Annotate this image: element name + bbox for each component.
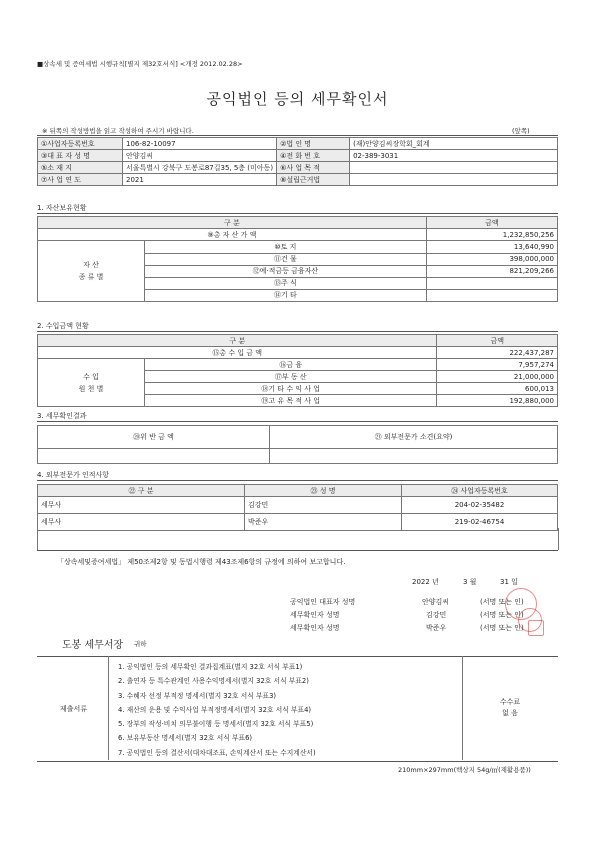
expert-name: 김강민 [245,497,402,514]
expert-header-kind: ㉒ 구 분 [38,485,245,497]
expert-reg-number: 204-02-35482 [402,497,558,514]
signature-field[interactable]: (서명 또는 인) [480,624,524,632]
income-row-value: 7,957,274 [437,359,558,371]
expert-name: 박준우 [245,514,402,531]
divider [37,480,558,481]
phone-value: 02-389-3031 [350,150,558,162]
corp-name-value: (재)안양김씨장학회_회계 [350,138,558,150]
section-assets-title: 1. 자산보유현황 [37,204,87,212]
divider [37,331,558,332]
income-table [37,334,558,407]
asset-row-label: ⑪건 물 [145,253,427,265]
instructions: ※ 뒤쪽의 작성방법을 읽고 작성하여 주시기 바랍니다. [42,127,194,135]
date-day: 31 일 [500,578,518,586]
expert-opinion-value [270,449,558,464]
signer-role: 세무확인자 성명 [290,624,340,632]
attachment-item: 3. 수혜자 선정 부적정 명세서(별지 32호 서식 부표3) [118,691,277,700]
signer-name: 김강민 [426,611,447,619]
fiscal-year-label: ⑦사 업 연 도 [38,174,123,186]
date-month: 3 월 [463,578,477,586]
assets-header-kind: 구 분 [38,217,427,229]
date-year: 2022 년 [412,578,439,586]
rep-name-value: 안양김씨 [123,150,277,162]
income-row-label: ⑱기 타 수 익 사 업 [145,383,437,395]
signer-role: 세무확인자 성명 [290,611,340,619]
income-total-value: 222,437,287 [437,347,558,359]
business-reg-value: 106-82-10097 [123,138,277,150]
income-header-kind: 구 분 [38,335,437,347]
asset-row-value: 821,209,266 [426,265,557,277]
attachment-item: 2. 출연자 등 특수관계인 사용수익명세서(별지 32호 서식 부표2) [118,677,309,686]
fiscal-year-value: 2021 [123,174,277,186]
corp-name-label: ②법 인 명 [277,138,350,150]
attachment-item: 7. 공익법인 등의 결산서(대차대조표, 손익계산서 또는 수지계산서) [118,748,316,757]
info-table [37,137,558,186]
expert-opinion-label: ㉑ 외부전문가 소견(요약) [270,426,558,449]
business-reg-label: ①사업자등록번호 [38,138,123,150]
section-income-title: 2. 수입금액 현황 [37,322,89,330]
address-value: 서울특별시 강북구 도봉로87길35, 5층 (미아동) [123,162,277,174]
statement: 「상속세및증여세법」 제50조제2항 및 동법시행령 제43조제6항의 규정에 의하여 보고합니다. [57,558,346,566]
expert-table [37,484,558,531]
page-title: 공익법인 등의 세무확인서 [206,90,389,108]
signature-field[interactable]: (서명 또는 인) [480,611,524,619]
purpose-value [350,162,558,174]
divider [37,528,38,550]
legal-basis-label: ⑧설립근거법 [277,174,350,186]
income-row-label: ⑲고 유 목 적 사 업 [145,395,437,407]
asset-row-label: ⑩토 지 [145,241,427,254]
page-side: (앞쪽) [512,127,530,135]
divider [37,135,558,136]
divider [558,528,559,550]
fee-label: 수수료 없 음 [499,698,521,717]
asset-row-value [426,277,557,289]
attachment-item: 6. 보유부동산 명세서(별지 32호 서식 부표6) [118,734,253,743]
rep-name-label: ③대 표 자 성 명 [38,150,123,162]
asset-row-label: ⑭기 타 [145,289,427,301]
signature-field[interactable]: (서명 또는 인) [480,598,524,606]
income-row-value: 192,880,000 [437,395,558,407]
signer-name: 박준우 [426,624,447,632]
assets-total-value: 1,232,850,256 [426,229,557,241]
income-row-label: ⑰부 동 산 [145,371,437,383]
violation-amount-value [38,449,270,464]
signer-name: 안양김씨 [422,598,450,606]
address-label: ⑤소 재 지 [38,162,123,174]
purpose-label: ⑥사 업 목 적 [277,162,350,174]
assets-group-label: 자 산 종 류 별 [38,241,145,302]
asset-row-value: 398,000,000 [426,253,557,265]
expert-header-name: ㉓ 성 명 [245,485,402,497]
expert-kind: 세무사 [38,497,245,514]
divider [37,421,558,422]
section-expert-title: 4. 외부전문가 인적사항 [37,471,109,479]
asset-row-label: ⑬주 식 [145,277,427,289]
income-row-value: 600,013 [437,383,558,395]
violation-amount-label: ⑳위 반 금 액 [38,426,270,449]
asset-row-value [426,289,557,301]
assets-total-label: ⑨총 자 산 가 액 [38,229,427,241]
signer-role: 공익법인 대표자 성명 [290,598,356,606]
result-table [37,425,558,464]
addressee: 도봉 세무서장 [62,640,124,651]
income-total-label: ⑮총 수 입 금 액 [38,347,437,359]
expert-kind: 세무사 [38,514,245,531]
form-reference: ■상속세 및 증여세법 시행규칙[별지 제32호서식] <개정 2012.02.28> [37,60,243,68]
income-row-label: ⑯금 융 [145,359,437,371]
paper-spec: 210mm×297mm(백상지 54g/㎡(재활용품)) [398,766,531,774]
divider [37,213,558,214]
attachment-item: 5. 장부의 작성·비치 의무불이행 등 명세서(별지 32호 서식 부표5) [118,720,314,729]
addressee-suffix: 귀하 [134,640,147,648]
divider [37,550,558,551]
attachment-item: 1. 공익법인 등의 세무확인 결과집계표(별지 32호 서식 부표1) [118,663,303,671]
attachment-item: 4. 재산의 운용 및 수익사업 부적정명세서(별지 32호 서식 부표4) [118,705,312,714]
legal-basis-value [350,174,558,186]
income-group-label: 수 입 원 천 별 [38,359,145,407]
section-result-title: 3. 세무확인결과 [37,412,87,420]
assets-header-amount: 금액 [426,217,557,229]
attachments-list [118,660,316,760]
asset-row-value: 13,640,990 [426,241,557,254]
asset-row-label: ⑫예·적금등 금융자산 [145,265,427,277]
phone-label: ④전 화 번 호 [277,150,350,162]
income-header-amount: 금액 [437,335,558,347]
divider [108,656,109,760]
assets-table [37,216,558,302]
income-row-value: 21,000,000 [437,371,558,383]
attachments-label: 제출서류 [60,705,88,713]
seal-stamp [528,620,544,636]
expert-reg-number: 219-02-46754 [402,514,558,531]
expert-header-reg: ㉔ 사업자등록번호 [402,485,558,497]
